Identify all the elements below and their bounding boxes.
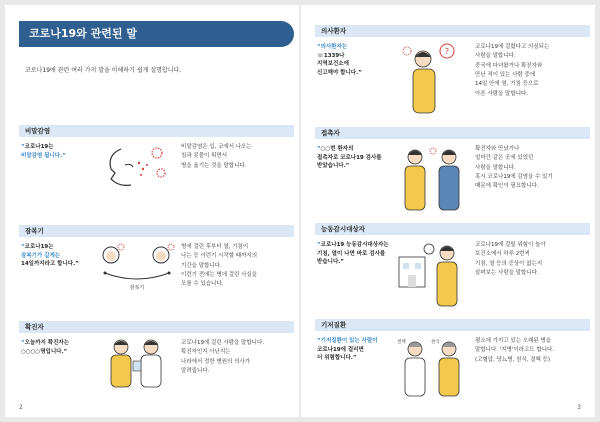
- example-quote: “기저질환이 있는 사람이 코로나19에 걸리면 더 위험합니다.”: [317, 338, 378, 362]
- incubation-timeline-illustration: [97, 239, 177, 295]
- underlying-disease-illustration: [393, 333, 473, 399]
- section-heading: 잠복기: [19, 225, 294, 237]
- section-heading: 능동감시대상자: [315, 223, 590, 235]
- description: 평소에 가지고 있는 오래된 병을 말합니다. '지병'이라고도 합니다. (고혈압, 당뇨병, 천식, 결핵 등): [475, 338, 555, 363]
- book-spread: [5, 5, 595, 417]
- example-quote: “의사환자는 ☏1339나 지역보건소에 신고해야 합니다.”: [317, 44, 362, 76]
- monitoring-illustration: [393, 237, 473, 309]
- disease-label: 천식: [431, 340, 440, 345]
- description: 코로나19에 걸렸다고 의심되는 사람을 말합니다. 중국에 다녀왔거나 확진자와 만난 적이 있는 사람 중에 14일 안에 열, 기침 등으로 아픈 사람을 말합니다.: [475, 44, 550, 97]
- patient-doctor-illustration: [97, 335, 177, 391]
- right-page: [301, 5, 595, 417]
- description: 코로나19에 걸린 사람을 말합니다. 확진자인지 아닌지는 나라에서 정한 병원의 의사가 알려줍니다.: [181, 340, 265, 375]
- example-quote: “코로나19는 잠복기가 길게는 14일까지라고 합니다.”: [21, 244, 79, 268]
- section-underlying-disease: [315, 319, 590, 401]
- timeline-label: 잠복기: [129, 285, 145, 291]
- description: 병에 걸린 후부터 열, 기침이 나는 등 이런기 시작할 때까지의 기간을 말합니다. 이런기 전에는 병에 걸린 사실을 모를 수 있습니다.: [181, 244, 258, 288]
- section-heading: 의사환자: [315, 25, 590, 37]
- description: 비말감염은 입, 코에서 나오는 침과 콧물이 튀면서 병을 옮기는 것을 말합니다.: [181, 144, 252, 169]
- disease-label: 결핵: [397, 340, 406, 345]
- suspected-patient-illustration: [393, 39, 473, 117]
- section-heading: 비말감염: [19, 125, 294, 137]
- section-incubation-period: [19, 225, 294, 297]
- left-page: [5, 5, 299, 417]
- contact-illustration: [393, 141, 473, 213]
- section-suspected-patient: [315, 25, 590, 121]
- page-number: 2: [19, 404, 23, 411]
- section-heading: 확진자: [19, 321, 294, 333]
- example-quote: “코로나19는 비말감염 됩니다.”: [21, 144, 66, 159]
- example-quote: “오늘까지 확진자는 ○○○○명입니다.”: [21, 340, 70, 355]
- svg-text:?: ?: [444, 47, 450, 56]
- intro-text: 코로나19에 관련 여러 가지 말을 이해하기 쉽게 설명합니다.: [25, 67, 182, 74]
- example-quote: “○○번 환자의 접촉자로 코로나19 검사를 받았습니다.”: [317, 146, 382, 170]
- page-title: 코로나19와 관련된 말: [19, 21, 294, 47]
- section-heading: 접촉자: [315, 127, 590, 139]
- description: 확진자와 만났거나 얼마간 같은 곳에 있었던 사람을 말합니다. 혹시 코로나19에 감염을 수 있기 때문에 확인이 필요합니다.: [475, 146, 553, 190]
- description: 코로나19에 걸릴 위험이 높아 보건소에서 하루 2번씩 기침, 열 등의 증상이 없는지 살펴보는 사람을 말합니다.: [475, 242, 546, 277]
- droplet-face-illustration: [97, 139, 177, 195]
- section-contact: [315, 127, 590, 215]
- virus-icon: [152, 148, 162, 158]
- virus-icon: [157, 169, 165, 177]
- example-quote: “코로나19 능동감시대상자는 기침, 열이 나면 바로 검사를 받습니다.”: [317, 242, 389, 266]
- section-heading: 기저질환: [315, 319, 590, 331]
- page-number: 3: [577, 404, 581, 411]
- section-active-monitoring: [315, 223, 590, 311]
- section-confirmed-case: [19, 321, 294, 393]
- section-droplet-infection: [19, 125, 294, 197]
